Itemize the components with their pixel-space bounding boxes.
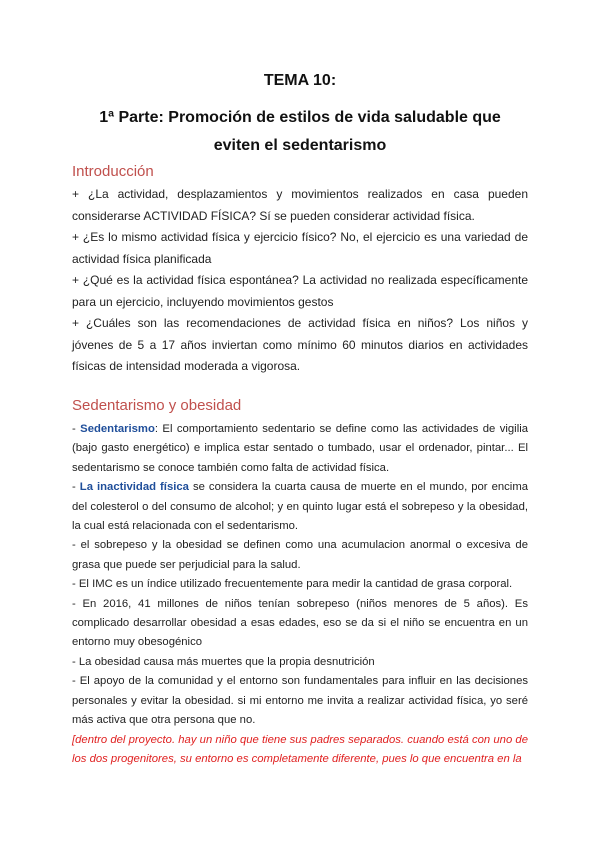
term-sedentarismo: Sedentarismo — [80, 423, 155, 435]
sedentarismo-paragraph-3: - el sobrepeso y la obesidad se definen como una acumulacion anormal o excesiva de grasa que puede ser perjudicial para la salud. — [72, 539, 528, 571]
intro-paragraph-1: + ¿La actividad, desplazamientos y movimientos realizados en casa pueden considerarse ACTIVIDAD FÍSICA? Sí se pueden considerar actividad física. — [72, 187, 528, 223]
sedentarismo-paragraph-2 — [72, 478, 528, 536]
sedentarismo-heading: Sedentarismo y obesidad — [72, 397, 242, 414]
page-title: TEMA 10: — [263, 72, 337, 89]
sedentarismo-paragraph-4: - El IMC es un índice utilizado frecuentemente para medir la cantidad de grasa corporal. — [72, 578, 513, 591]
sedentarismo-paragraph-6: - La obesidad causa más muertes que la propia desnutrición — [72, 655, 375, 668]
sedentarismo-section — [72, 396, 528, 769]
definition-text: : El comportamiento sedentario se define como las actividades de vigilia (bajo gasto energético) e implica estar sentado o tumbado, usar el ordenador, pintar... El sedentarismo se conoce también como falta de actividad física. — [72, 423, 528, 474]
intro-paragraph-3: + ¿Qué es la actividad física espontánea? La actividad no realizada específicamente para un ejercicio, incluyendo movimientos gestos — [72, 273, 528, 309]
page-subtitle: 1ª Parte: Promoción de estilos de vida saludable que eviten el sedentarismo — [99, 109, 501, 154]
intro-paragraph-4: + ¿Cuáles son las recomendaciones de actividad física en niños? Los niños y jóvenes de 5 a 17 años inviertan como mínimo 60 minutos diarios en actividades físicas de intensidad moderada a vigorosa. — [72, 316, 528, 373]
sedentarismo-paragraph-1 — [72, 420, 528, 478]
definition-text: se considera la cuarta causa de muerte en el mundo, por encima del colesterol o del consumo de alcohol; y en quinto lugar está el sobrepeso y la obesidad, la cual está relacionada con el sedentarismo. — [72, 481, 529, 533]
bullet-dash: - — [72, 423, 81, 435]
sedentarismo-paragraph-7: - El apoyo de la comunidad y el entorno son fundamentales para influir en las decisiones personales y evitar la obesidad. si mi entorno me invita a realizar actividad física, yo seré más activa que otra persona que no. — [72, 675, 528, 727]
bullet-dash: - — [72, 481, 80, 494]
project-note: [dentro del proyecto. hay un niño que tiene sus padres separados. cuando está con uno de los dos progenitores, su entorno es completamente diferente, pues lo que encuentra en la — [72, 733, 528, 765]
intro-paragraph-2: + ¿Es lo mismo actividad física y ejercicio físico? No, el ejercicio es una variedad de actividad física planificada — [72, 230, 528, 266]
intro-heading: Introducción — [72, 163, 154, 180]
intro-section — [72, 162, 528, 378]
term-inactividad: La inactividad física — [79, 481, 189, 494]
sedentarismo-paragraph-5: - En 2016, 41 millones de niños tenían sobrepeso (niños menores de 5 años). Es complicado desarrollar obesidad a esas edades, eso se da si el niño se encuentra en un entorno muy obesogénico — [72, 597, 528, 649]
